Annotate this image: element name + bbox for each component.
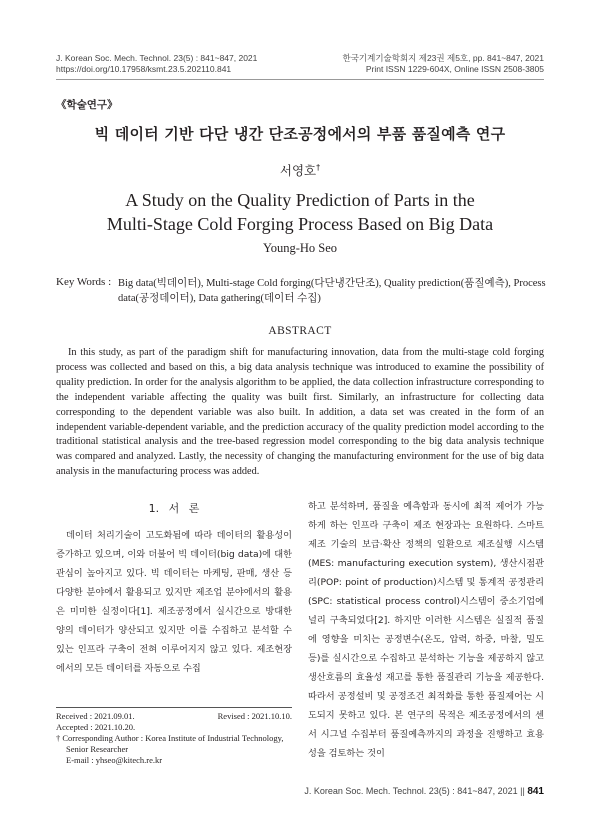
author-email[interactable]: E-mail : yhseo@kitech.re.kr (66, 755, 163, 765)
body-text-left-column: 데이터 처리기술이 고도화됨에 따라 데이터의 활용성이 증가하고 있으며, 이와 더불어 빅 데이터(big data)에 대한 관심이 높아지고 있다. 빅 데이터는 마케팅, 판매, 생산 등 다양한 분야에서 활용되고 있지만 제조업 분야에서의 활용은 미미한 실정이다[1]. 제조공정에서 실시간으로 방대한 양의 데이터가 양산되고 있지만 이를 수집하고 분석할 수 있는 인프라 구축이 전혀 이루어지지 않고 있다. 제조현장에서의 모든 데이터를 자동으로 수집 (56, 530, 292, 674)
author-name-korean: 서영호 (279, 163, 317, 178)
title-en-line-2: Multi-Stage Cold Forging Process Based on Big Data (106, 214, 494, 234)
abstract-heading: ABSTRACT (268, 325, 332, 337)
header-divider (56, 79, 544, 80)
body-text-right-column: 하고 분석하며, 품질을 예측함과 동시에 최적 제어가 가능하게 하는 인프라 구축이 제조 현장과는 요원하다. 스마트 제조 기술의 보급·확산 정책의 일환으로 제조실행 시스템(MES: manufacturing execution system), 생산시점관리(POP: point of production)시스템 및 통계적 공정관리(SPC: statistical process control)시스템이 중소기업에 널리 구축되었다[2]. 하지만 이러한 시스템은 실질적 품질에 영향을 미치는 공정변수(온도, 압력, 하중, 마찰, 밀도 등)를 실시간으로 수집하고 분석하는 기능을 제공하지 않고 생산흐름의 효율성 재고를 통한 품질관리 기능을 제공한다. 따라서 공정설비 및 공정조건 최적화를 통한 품질제어는 시도되지 못하고 있다. 본 연구의 목적은 제조공정에서의 센서 시그널 수집부터 품질예측까지의 과정을 진행하고 효용성을 검토하는 것이 (308, 501, 544, 759)
author-korean (0, 161, 600, 179)
corresponding-author-mark: † (316, 162, 321, 172)
author-english: Young-Ho Seo (262, 241, 338, 255)
doi-link[interactable]: https://doi.org/10.17958/ksmt.23.5.202110.841 (56, 64, 232, 74)
keywords-list: Big data(빅데이터), Multi-stage Cold forging(다단냉간단조), Quality prediction(품질예측), Process data(공정데이터), Data gathering(데이터 수집) (118, 278, 546, 304)
revised-date: Revised : 2021.10.10. (217, 711, 292, 721)
journal-citation-kr: 한국기계기술학회지 제23권 제5호, pp. 841~847, 2021 (342, 53, 544, 63)
paper-title-english (0, 188, 600, 236)
issn-info: Print ISSN 1229-604X, Online ISSN 2508-3805 (365, 64, 544, 74)
title-en-line-1: A Study on the Quality Prediction of Parts in the (125, 190, 475, 210)
corresponding-author-affiliation: † Corresponding Author : Korea Institute of Industrial Technology, (56, 733, 284, 743)
author-position: Senior Researcher (66, 744, 129, 754)
accepted-date: Accepted : 2021.10.20. (56, 722, 136, 732)
received-date: Received : 2021.09.01. (56, 711, 135, 721)
running-header-left (56, 53, 257, 75)
footer-citation: J. Korean Soc. Mech. Technol. 23(5) : 841~847, 2021 || (304, 786, 525, 796)
paper-title-korean: 빅 데이터 기반 다단 냉간 단조공정에서의 부품 품질예측 연구 (94, 125, 506, 143)
abstract-text: In this study, as part of the paradigm shift for manufacturing innovation, data from the multi-stage cold forging process was collected and based on this, a big data analysis technique was introduced to examine the possibility of quality prediction. In order for the analysis algorithm to be applied, the data collection infrastructure corresponding to the independent variable affecting the quality was built first. Similarly, an infrastructure for collecting data corresponding to the dependent variable was also built. In addition, a data set was created in the form of an independent variable-dependent variable, and the prediction accuracy of the quality prediction model according to the traditional statistical analysis and the tree-based regression model corresponding to the big data analysis technique was compared and analyzed. Lastly, the necessity of changing the manufacturing environment for the use of big data analysis in the manufacturing process was added. (56, 347, 544, 478)
article-category: 《학술연구》 (56, 99, 118, 111)
section-heading-introduction: 1. 서 론 (148, 502, 200, 515)
page-footer (304, 786, 544, 797)
running-header-right (342, 53, 544, 75)
page-number: 841 (527, 786, 544, 797)
footnote-divider (56, 707, 292, 708)
keywords-label: Key Words : (56, 276, 112, 288)
journal-citation-en: J. Korean Soc. Mech. Technol. 23(5) : 841~847, 2021 (56, 53, 258, 63)
